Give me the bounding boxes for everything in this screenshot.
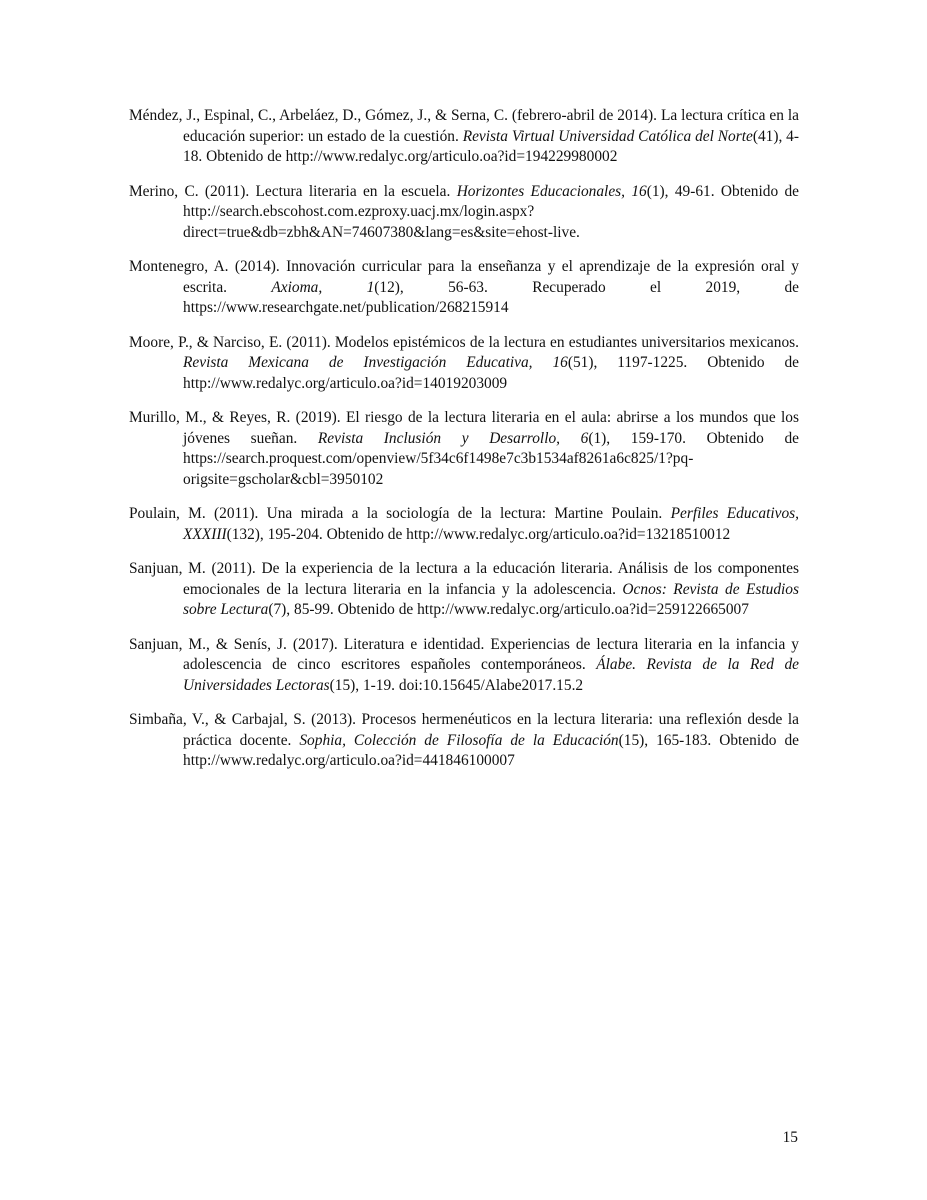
reference-journal: Horizontes Educacionales, 16 <box>456 182 647 200</box>
reference-journal: Axioma, 1 <box>271 278 375 296</box>
reference-details: (15), 165-183. Obtenido de http://www.redalyc.org/articulo.oa?id=441846100007 <box>183 731 799 769</box>
reference-text: Moore, P., & Narciso, E. (2011). Modelos epistémicos de la lectura en estudiantes universitarios mexicanos. <box>129 333 799 351</box>
reference-details: (12), 56-63. Recuperado el 2019, de https://www.researchgate.net/publication/268215914 <box>183 278 799 316</box>
reference-text: Sanjuan, M. (2011). De la experiencia de la lectura a la educación literaria. Análisis de los componentes emocionales de la lectura literaria en la infancia y la adolescencia. <box>129 560 799 598</box>
reference-journal: Revista Virtual Universidad Católica del Norte <box>462 127 753 145</box>
reference-entry <box>129 106 799 168</box>
reference-journal: Ocnos: Revista de Estudios sobre Lectura <box>183 580 799 618</box>
reference-details: (51), 1197-1225. Obtenido de http://www.redalyc.org/articulo.oa?id=14019203009 <box>183 354 799 392</box>
page-number: 15 <box>782 1129 798 1146</box>
reference-text: Simbaña, V., & Carbajal, S. (2013). Procesos hermenéuticos en la lectura literaria: una reflexión desde la práctica docente. <box>129 711 799 749</box>
reference-journal: Revista Mexicana de Investigación Educativa, 16 <box>183 354 568 371</box>
reference-details: (132), 195-204. Obtenido de http://www.redalyc.org/articulo.oa?id=13218510012 <box>226 525 731 543</box>
reference-journal: Álabe. Revista de la Red de Universidades Lectoras <box>183 656 799 694</box>
reference-entry <box>129 257 799 319</box>
reference-entry <box>129 182 799 244</box>
reference-entry <box>129 333 799 395</box>
reference-text: Méndez, J., Espinal, C., Arbeláez, D., Gómez, J., & Serna, C. (febrero-abril de 2014). La lectura crítica en la educación superior: un estado de la cuestión. <box>129 107 799 145</box>
reference-text: Poulain, M. (2011). Una mirada a la sociología de la lectura: Martine Poulain. <box>129 505 671 522</box>
reference-text: Sanjuan, M., & Senís, J. (2017). Literatura e identidad. Experiencias de lectura literaria en la infancia y adolescencia de cinco escritores españoles contemporáneos. <box>129 635 799 673</box>
reference-entry <box>129 710 799 772</box>
reference-text: Murillo, M., & Reyes, R. (2019). El riesgo de la lectura literaria en el aula: abrirse a los mundos que los jóvenes sueñan. <box>129 409 799 447</box>
reference-text: Montenegro, A. (2014). Innovación curricular para la enseñanza y el aprendizaje de la expresión oral y escrita. <box>129 258 799 296</box>
reference-entry <box>129 559 799 621</box>
reference-journal: Revista Inclusión y Desarrollo, 6 <box>317 429 589 447</box>
reference-entry <box>129 635 799 697</box>
reference-details: (7), 85-99. Obtenido de http://www.redalyc.org/articulo.oa?id=259122665007 <box>268 601 749 618</box>
reference-details: (41), 4-18. Obtenido de http://www.redalyc.org/articulo.oa?id=194229980002 <box>183 127 799 165</box>
reference-details: (1), 49-61. Obtenido de http://search.ebscohost.com.ezproxy.uacj.mx/login.aspx?direct=true&db=zbh&AN=74607380&lang=es&site=ehost-live. <box>183 182 800 241</box>
reference-text: Merino, C. (2011). Lectura literaria en la escuela. <box>129 182 457 200</box>
reference-entry <box>129 408 799 490</box>
reference-journal: Perfiles Educativos, XXXIII <box>183 505 799 543</box>
reference-entry <box>129 504 799 545</box>
reference-details: (15), 1-19. doi:10.15645/Alabe2017.15.2 <box>329 676 584 694</box>
reference-list <box>129 106 799 786</box>
reference-journal: Sophia, Colección de Filosofía de la Educación <box>299 731 619 749</box>
reference-details: (1), 159-170. Obtenido de https://search.proquest.com/openview/5f34c6f1498e7c3b1534af8261a6c825/1?pq-origsite=gscholar&cbl=3950102 <box>183 429 800 488</box>
